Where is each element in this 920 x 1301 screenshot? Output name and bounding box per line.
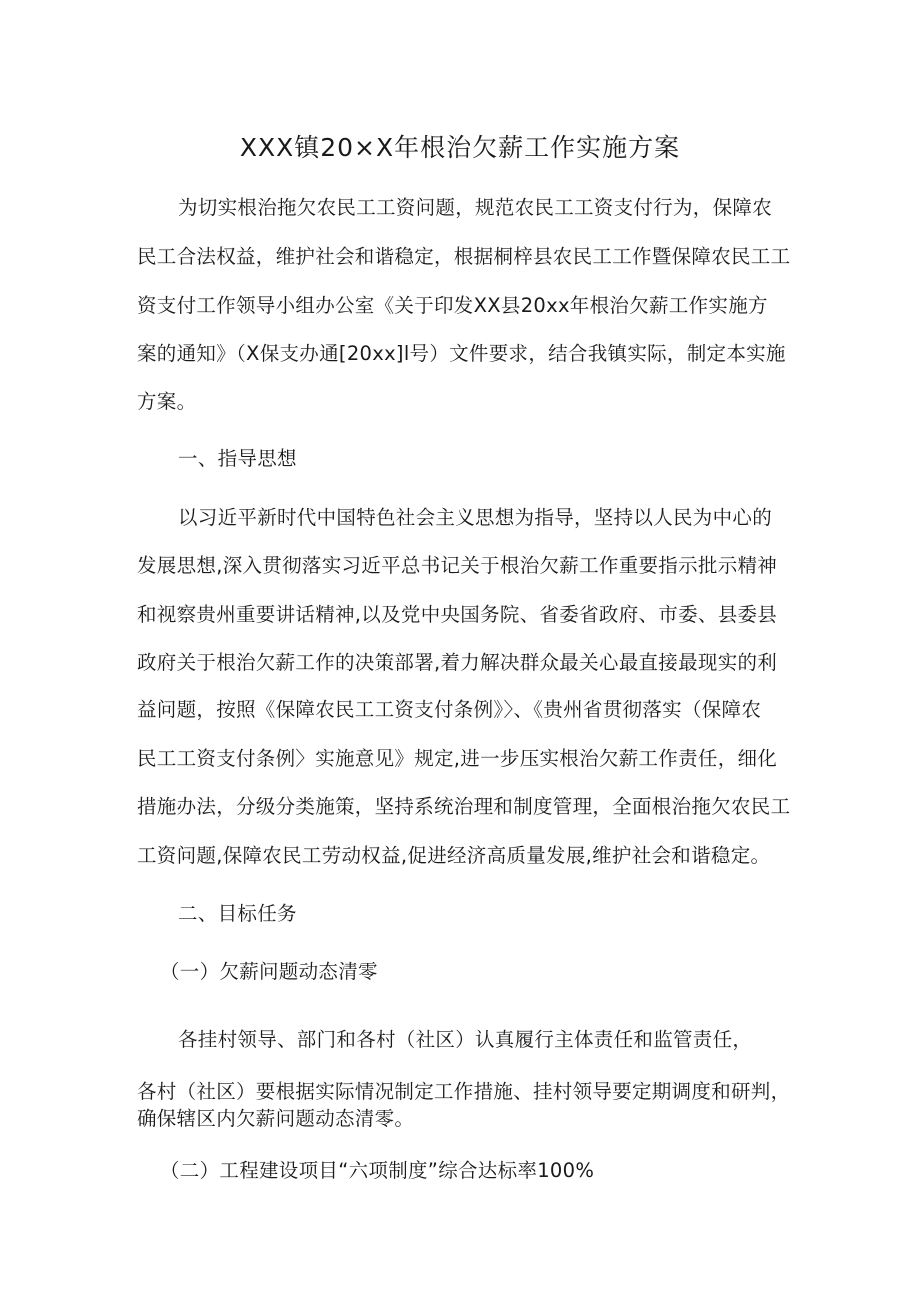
section1-line: 益问题，按照《保障农民工工资支付条例》〉、《贵州省贯彻落实（保障农: [137, 698, 762, 721]
intro-line: 民工合法权益，维护社会和谐稳定，根据桐梓县农民工工作暨保障农民工工: [137, 245, 791, 268]
sub1-line: 各挂村领导、部门和各村（社区）认真履行主体责任和监管责任，: [178, 1028, 753, 1051]
section1-line: 措施办法，分级分类施策，坚持系统治理和制度管理，全面根治拖欠农民工: [137, 795, 791, 818]
section-heading-guiding-ideology: 一、指导思想: [178, 447, 297, 470]
sub1-line: 各村（社区）要根据实际情况制定工作措施、挂村领导要定期调度和研判，: [137, 1080, 791, 1103]
intro-line: 为切实根治拖欠农民工工资问题，规范农民工工资支付行为，保障农: [178, 196, 773, 219]
subsection-heading-six-systems: （二）工程建设项目“六项制度”综合达标率100%: [160, 1159, 595, 1182]
sub1-line: 确保辖区内欠薪问题动态清零。: [137, 1107, 415, 1130]
section1-line: 政府关于根治欠薪工作的决策部署,着力解决群众最关心最直接最现实的利: [137, 651, 778, 674]
section1-line: 民工工资支付条例〉实施意见》规定,进一步压实根治欠薪工作责任，细化: [137, 747, 778, 770]
section1-line: 工资问题,保障农民工劳动权益,促进经济高质量发展,维护社会和谐稳定。: [137, 844, 771, 867]
section-heading-objectives: 二、目标任务: [178, 902, 297, 925]
section1-line: 以习近平新时代中国特色社会主义思想为指导，坚持以人民为中心的: [178, 506, 773, 529]
intro-line: 案的通知》（X保支办通[20xx]l号）文件要求，结合我镇实际，制定本实施: [137, 342, 786, 365]
document-title: XXX镇20×X年根治欠薪工作实施方案: [239, 133, 681, 162]
section1-line: 发展思想,深入贯彻落实习近平总书记关于根治欠薪工作重要指示批示精神: [137, 554, 778, 577]
section1-line: 和视察贵州重要讲话精神,以及党中央国务院、省委省政府、市委、县委县: [137, 603, 778, 626]
intro-line: 资支付工作领导小组办公室《关于印发XX县20xx年根治欠薪工作实施方: [137, 294, 768, 317]
subsection-heading-arrears-clearing: （一）欠薪问题动态清零: [160, 960, 378, 983]
intro-line: 方案。: [137, 390, 197, 413]
